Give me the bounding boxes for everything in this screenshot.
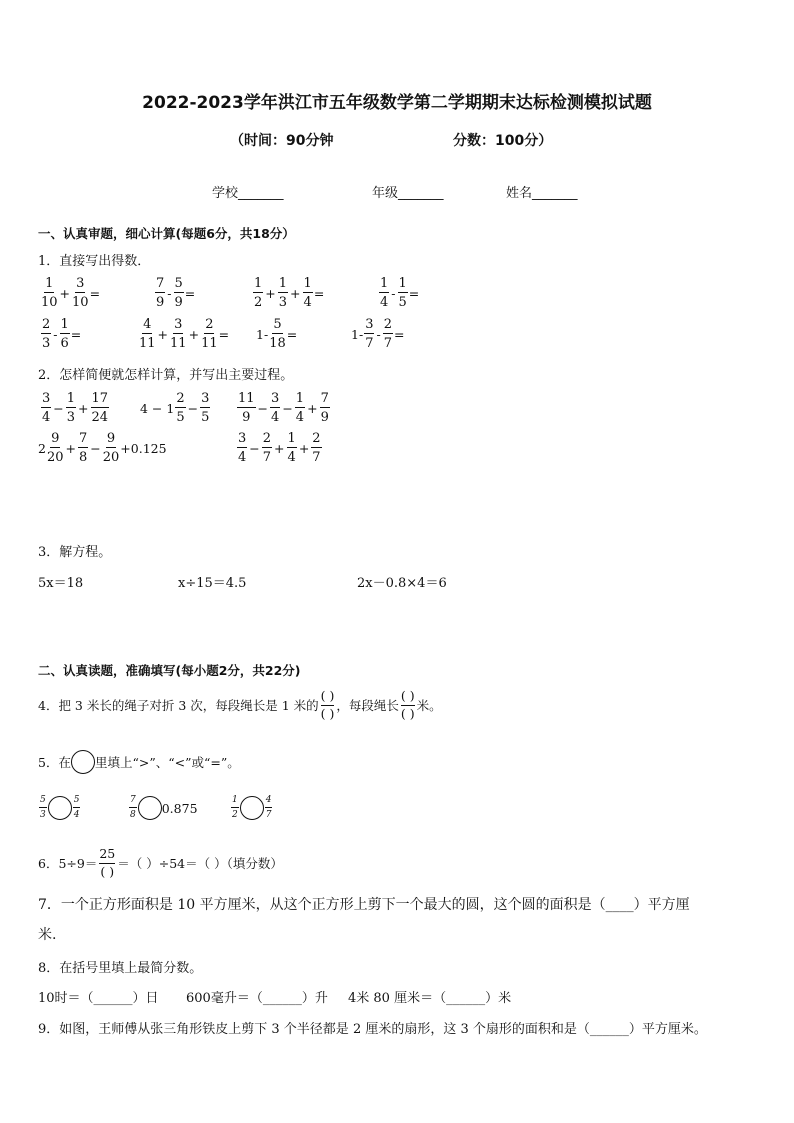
equation-3: 2x－0.8×4＝6 <box>357 576 447 591</box>
fraction: $\frac{1}{6}$ <box>60 317 69 351</box>
fraction: $\frac{1}{2}$ <box>232 795 238 820</box>
fraction: $\frac{2}{7}$ <box>312 431 321 465</box>
compare-item-2: $\frac{7}{8}$ 0.875 <box>130 795 198 820</box>
q1-expr-2: $\frac{7}{9}$ - $\frac{5}{9}$ = <box>156 276 196 310</box>
fraction: $\frac{3}{5}$ <box>201 391 210 425</box>
answer-fraction-blank: ( ) ( ) <box>320 688 335 721</box>
question-8-label: 8．在括号里填上最简分数。 <box>38 961 203 976</box>
fraction: $\frac{2}{7}$ <box>262 431 272 465</box>
exam-score: 分数：100分） <box>453 133 553 149</box>
q1-expr-1: $\frac{1}{10}$ + $\frac{3}{10}$ = <box>41 276 101 310</box>
fraction: $\frac{17}{24}$ <box>91 391 109 425</box>
fraction: $\frac{3}{10}$ <box>72 276 89 310</box>
question-4: 4．把 3 米长的绳子对折 3 次，每段绳长是 1 米的 ( ) ( ) ，每段绳长 ( ) ( ) 米。 <box>38 688 442 721</box>
question-5-label: 5．在 里填上“>”、“<”或“=”。 <box>38 750 240 774</box>
q1-expr-6: $\frac{4}{11}$ + $\frac{3}{11}$ + $\frac{2}{11}$ = <box>139 317 230 351</box>
fraction: $\frac{3}{4}$ <box>238 431 247 465</box>
fraction: $\frac{4}{7}$ <box>265 795 272 820</box>
fraction: $\frac{2}{7}$ <box>383 317 392 351</box>
fraction: $\frac{11}{9}$ <box>238 391 255 425</box>
answer-fraction-blank: ( ) ( ) <box>400 688 415 721</box>
fraction: $\frac{7}{8}$ <box>130 795 136 820</box>
q1-expr-7: 1- $\frac{5}{18}$ = <box>256 317 298 351</box>
fraction: $\frac{3}{11}$ <box>170 317 187 351</box>
q2-expr-4: 2 $\frac{9}{20}$ + $\frac{7}{8}$ − $\frac{9}{20}$ +0.125 <box>38 431 167 465</box>
fraction: $\frac{1}{4}$ <box>380 276 389 310</box>
q1-expr-5: $\frac{2}{3}$ - $\frac{1}{6}$ = <box>42 317 82 351</box>
q2-expr-2: 4 − 1 $\frac{2}{5}$ − $\frac{3}{5}$ <box>140 391 210 425</box>
section-2-heading: 二、认真读题，准确填写(每小题2分，共22分) <box>38 663 301 678</box>
compare-item-3 <box>230 796 273 820</box>
fraction: $\frac{5}{18}$ <box>269 317 286 351</box>
q8-item-2: 600毫升＝（______）升 <box>186 991 328 1006</box>
q1-expr-3: $\frac{1}{2}$ + $\frac{1}{3}$ + $\frac{1}{4}$ = <box>254 276 325 310</box>
q2-expr-5: $\frac{3}{4}$ − $\frac{2}{7}$ + $\frac{1}{4}$ + $\frac{2}{7}$ <box>238 431 321 465</box>
fraction: 25 ( ) <box>99 846 116 879</box>
q2-expr-1: $\frac{3}{4}$ − $\frac{1}{3}$ + $\frac{17}{24}$ <box>42 391 109 425</box>
fraction: $\frac{1}{5}$ <box>398 276 407 310</box>
fraction: $\frac{1}{4}$ <box>295 391 305 425</box>
fraction: $\frac{5}{9}$ <box>174 276 183 310</box>
q1-expr-8: 1- $\frac{3}{7}$ - $\frac{2}{7}$ = <box>351 317 405 351</box>
fraction: $\frac{1}{3}$ <box>66 391 76 425</box>
fraction: $\frac{9}{20}$ <box>102 431 120 465</box>
page-title: 2022-2023学年洪江市五年级数学第二学期期末达标检测模拟试题 <box>142 93 652 113</box>
compare-item-1 <box>38 796 81 820</box>
q8-item-1: 10时＝（______）日 <box>38 991 159 1006</box>
fraction: $\frac{5}{3}$ <box>40 795 46 820</box>
fraction: $\frac{9}{20}$ <box>46 431 64 465</box>
fraction: $\frac{5}{4}$ <box>73 795 80 820</box>
fraction: $\frac{4}{11}$ <box>139 317 156 351</box>
question-9: 9．如图，王师傅从张三角形铁皮上剪下 3 个半径都是 2 厘米的扇形，这 3 个扇形的面积和是（______）平方厘米。 <box>38 1022 707 1037</box>
fraction: $\frac{1}{4}$ <box>303 276 312 310</box>
question-2-label: 2．怎样简便就怎样计算，并写出主要过程。 <box>38 368 294 383</box>
question-1-label: 1．直接写出得数． <box>38 254 151 269</box>
fraction: $\frac{3}{4}$ <box>271 391 280 425</box>
question-7-line-2: 米. <box>38 927 57 943</box>
fraction: $\frac{1}{10}$ <box>41 276 58 310</box>
fraction: $\frac{2}{3}$ <box>42 317 51 351</box>
fraction: $\frac{3}{7}$ <box>365 317 374 351</box>
exam-time: （时间：90分钟 <box>230 133 334 149</box>
fraction: $\frac{7}{9}$ <box>156 276 165 310</box>
fraction: $\frac{7}{9}$ <box>320 391 329 425</box>
question-3-label: 3．解方程。 <box>38 545 112 560</box>
question-7-line-1: 7．一个正方形面积是 10 平方厘米，从这个正方形上剪下一个最大的圆，这个圆的面积是（____）平方厘 <box>38 897 690 913</box>
fraction: $\frac{2}{5}$ <box>176 391 185 425</box>
name-field: 姓名_______ <box>506 186 578 201</box>
section-1-heading: 一、认真审题，细心计算(每题6分，共18分） <box>38 226 295 241</box>
fraction: $\frac{2}{11}$ <box>201 317 218 351</box>
compare-circle-icon[interactable] <box>138 796 162 820</box>
q2-expr-3: $\frac{11}{9}$ − $\frac{3}{4}$ − $\frac{1}{4}$ + $\frac{7}{9}$ <box>238 391 329 425</box>
question-6: 6．5÷9＝ 25 ( ) ＝（ ）÷54＝（ ）（填分数） <box>38 846 283 879</box>
fraction: $\frac{1}{4}$ <box>287 431 296 465</box>
compare-circle-icon <box>71 750 95 774</box>
fraction: $\frac{7}{8}$ <box>78 431 88 465</box>
fraction: $\frac{3}{4}$ <box>42 391 51 425</box>
equation-2: x÷15＝4.5 <box>178 576 247 591</box>
q1-expr-4: $\frac{1}{4}$ - $\frac{1}{5}$ = <box>380 276 420 310</box>
q8-item-3: 4米 80 厘米＝（______）米 <box>348 991 512 1006</box>
compare-circle-icon[interactable] <box>48 796 72 820</box>
equation-1: 5x＝18 <box>38 576 84 591</box>
grade-field: 年级_______ <box>372 186 444 201</box>
compare-circle-icon[interactable] <box>240 796 264 820</box>
fraction: $\frac{1}{2}$ <box>254 276 263 310</box>
fraction: $\frac{1}{3}$ <box>278 276 288 310</box>
school-field: 学校_______ <box>212 186 284 201</box>
